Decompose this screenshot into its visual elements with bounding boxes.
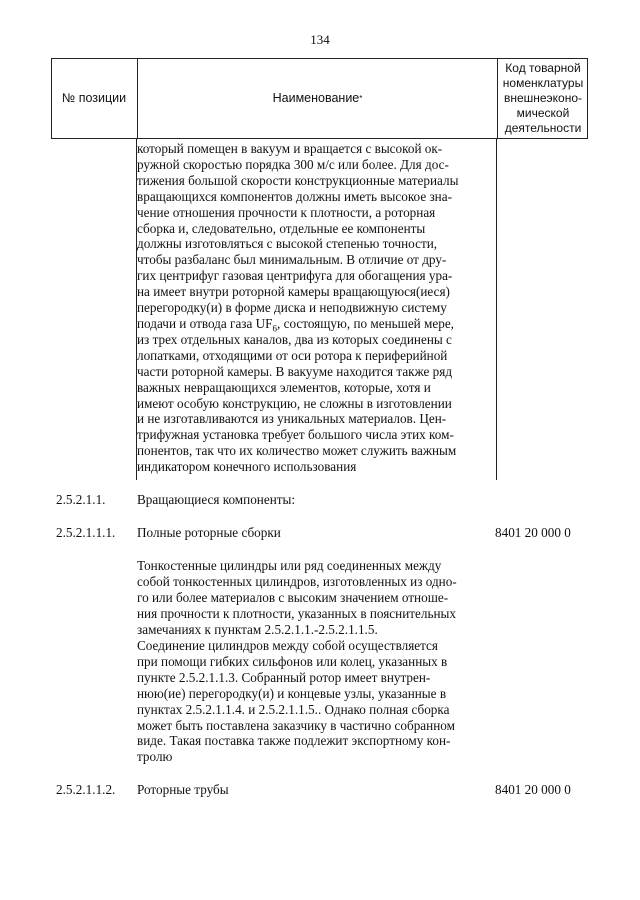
entry-title: Вращающиеся компоненты: xyxy=(137,492,296,507)
entry-number: 2.5.2.1.1.1. xyxy=(56,525,116,540)
text-line: гих центрифуг газовая центрифуга для обогащения ура- xyxy=(137,268,453,284)
text-line: тролю xyxy=(137,749,173,765)
subscript: 6 xyxy=(272,323,278,334)
text-line-with-subscript xyxy=(137,316,482,332)
text-line: виде. Такая поставка также подлежит экспортному кон- xyxy=(137,733,451,749)
text-line: ния прочности к плотности, указанных в пояснительных xyxy=(137,605,456,621)
text-line: пункте 2.5.2.1.1.3. Собранный ротор имеет внутрен- xyxy=(137,669,431,685)
code-header-line: внешнеэконо- xyxy=(503,91,583,105)
position-column-header: № позиции xyxy=(61,91,127,105)
text-line: должны изготовляться с высокой степенью точности, xyxy=(137,236,438,252)
text-line: сборка и, следовательно, отдельные ее компоненты xyxy=(137,220,426,236)
text-line: чтобы разбаланс был минимальным. В отличие от дру- xyxy=(137,252,447,268)
entry-code: 8401 20 000 0 xyxy=(495,782,571,797)
text-line: вращающихся компонентов должны иметь высокое зна- xyxy=(137,188,452,204)
text-line: замечаниях к пунктам 2.5.2.1.1.-2.5.2.1.1.5. xyxy=(137,621,378,637)
text-line: пунктах 2.5.2.1.1.4. и 2.5.2.1.1.5.. Однако полная сборка xyxy=(137,701,450,717)
text-line: чение отношения прочности к плотности, а роторная xyxy=(137,204,436,220)
text-line: важных невращающихся элементов, которые, хотя и xyxy=(137,379,431,395)
entry-title: Полные роторные сборки xyxy=(137,525,281,540)
table-header xyxy=(51,58,588,139)
text-line: на имеет внутри роторной камеры вращающуюся(иеся) xyxy=(137,284,450,300)
text-line: нюю(ие) перегородку(и) и концевые узлы, указанные в xyxy=(137,685,447,701)
column-divider xyxy=(496,138,497,480)
text-line: имеют особую конструкцию, не сложны в изготовлении xyxy=(137,395,452,411)
code-column-header xyxy=(497,59,588,138)
entry-number: 2.5.2.1.1.2. xyxy=(56,782,116,797)
text-line: собой тонкостенных цилиндров, изготовленных из одно- xyxy=(137,573,457,589)
text-line: ружной скоростью порядка 300 м/с или более. Для дос- xyxy=(137,156,449,172)
name-column-header: Наименование * xyxy=(137,59,497,138)
code-header-line: деятельности xyxy=(504,121,582,135)
code-header-line: Код товарной xyxy=(505,61,581,75)
text-line: трифужная установка требует большого числа этих ком- xyxy=(137,427,454,443)
text-line: Соединение цилиндров между собой осуществляется xyxy=(137,638,438,653)
text-line: части роторной камеры. В вакууме находится также ряд xyxy=(137,363,453,379)
name-column-label: Наименование xyxy=(272,91,360,105)
entry-number: 2.5.2.1.1. xyxy=(56,492,106,507)
text-line: понентов, так что их количество может служить важным xyxy=(137,443,457,459)
text-line: тижения большой скорости конструкционные материалы xyxy=(137,172,459,188)
entry-code: 8401 20 000 0 xyxy=(495,525,571,540)
entry-description xyxy=(137,558,482,638)
entry-description xyxy=(137,638,482,765)
text-line: индикатором конечного использования xyxy=(137,459,357,475)
text-line: который помещен в вакуум и вращается с высокой ок- xyxy=(137,141,443,156)
text-line: лопатками, отходящими от оси ротора к периферийной xyxy=(137,347,448,363)
entry-title: Роторные трубы xyxy=(137,782,229,797)
continuation-text xyxy=(137,141,482,475)
text-line: и не изготавливаются из уникальных материалов. Цен- xyxy=(137,411,447,427)
text-fragment: , состоящую, по меньшей мере, xyxy=(277,315,454,331)
text-fragment: подачи и отвода газа UF xyxy=(137,315,273,331)
text-line: может быть поставлена заказчику в частично собранном xyxy=(137,717,455,733)
page-number: 134 xyxy=(310,32,330,47)
text-line: перегородку(и) в форме диска и неподвижную систему xyxy=(137,300,447,316)
text-line: из трех отдельных каналов, два из которых соединены с xyxy=(137,331,452,347)
text-line: го или более материалов с высоким значением отноше- xyxy=(137,589,449,605)
text-line: при помощи гибких сильфонов или колец, указанных в xyxy=(137,653,448,669)
code-header-line: номенклатуры xyxy=(502,76,584,90)
code-header-line: мической xyxy=(516,106,570,120)
text-line: Тонкостенные цилиндры или ряд соединенных между xyxy=(137,558,442,573)
